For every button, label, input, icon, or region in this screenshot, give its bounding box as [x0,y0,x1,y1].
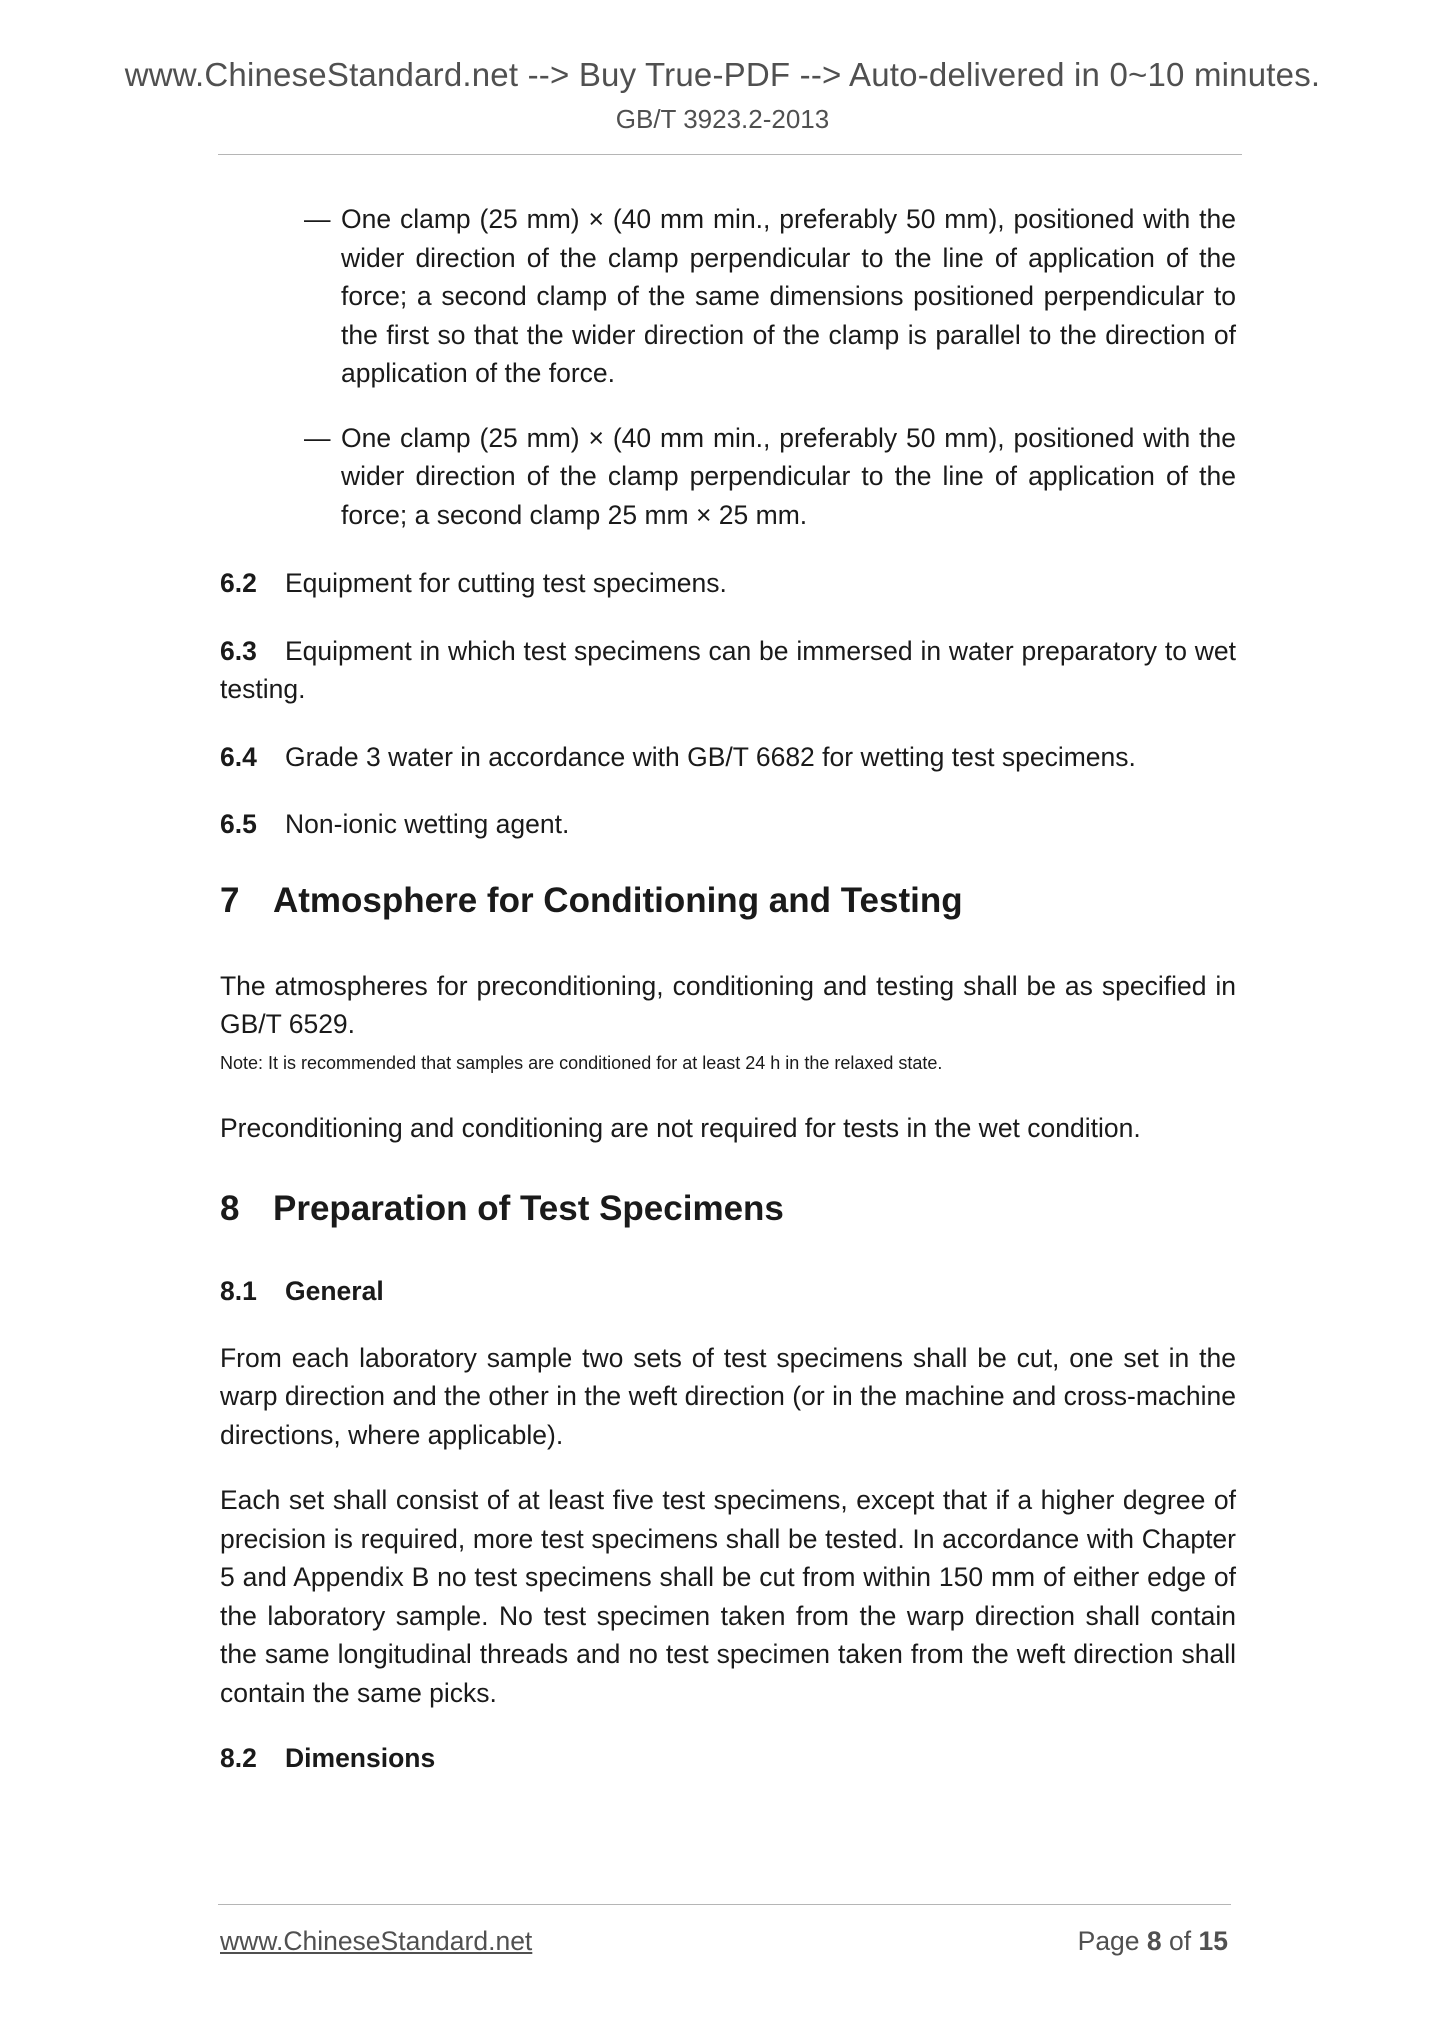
clause-text: Equipment in which test specimens can be immersed in water preparatory to wet testing. [220,635,1236,704]
section-7-note: Note: It is recommended that samples are conditioned for at least 24 h in the relaxed state. [220,1052,943,1073]
section-number: 7 [220,880,240,920]
section-title: Preparation of Test Specimens [273,1189,784,1228]
dash-marker: — [304,422,331,453]
subsection-title: General [285,1276,384,1306]
clamp-option-item [304,200,1236,393]
current-page-number: 8 [1146,1926,1162,1956]
clause-number: 6.5 [220,809,257,839]
page-label: Page [1077,1926,1140,1956]
subsection-number: 8.2 [220,1743,257,1773]
total-pages-number: 15 [1198,1926,1228,1956]
section-7-heading [220,879,1236,923]
clause-number: 6.2 [220,568,257,598]
subsection-8-1-heading [220,1272,1236,1311]
section-8-heading [220,1187,1236,1231]
subsection-title: Dimensions [285,1743,436,1773]
clause-text: Grade 3 water in accordance with GB/T 6682 for wetting test specimens. [285,741,1136,772]
section-title: Atmosphere for Conditioning and Testing [273,880,963,920]
clamp-option-text: One clamp (25 mm) × (40 mm min., preferably 50 mm), positioned with the wider direction of the clamp perpendicular to the line of application of the force; a second clamp of the same dimensions positioned perpendicular to the first so that the wider direction of the clamp is parallel to the direction of application of the force. [341,204,1236,388]
clause-number: 6.3 [220,635,257,666]
subsection-number: 8.1 [220,1276,257,1306]
footer-divider [218,1904,1231,1905]
section-8-1-paragraph-2: Each set shall consist of at least five test specimens, except that if a higher degree of precision is required, more test specimens shall be tested. In accordance with Chapter 5 and Appendix B no test specimens shall be cut from within 150 mm of either edge of the laboratory sample. No test specimen taken from the warp direction shall contain the same longitudinal threads and no test specimen taken from the weft direction shall contain the same picks. [220,1485,1236,1708]
clause-number: 6.4 [220,741,257,772]
document-body [220,200,1236,1778]
subsection-8-2-heading [220,1739,1236,1778]
clamp-option-text: One clamp (25 mm) × (40 mm min., preferably 50 mm), positioned with the wider direction of the clamp perpendicular to the line of application of the force; a second clamp 25 mm × 25 mm. [341,422,1236,530]
clause-6-2 [220,564,1236,603]
clause-6-5 [220,805,1236,844]
header-divider [218,154,1242,155]
clause-6-4 [220,738,1236,777]
clause-text: Non-ionic wetting agent. [285,809,570,839]
page-indicator [1078,1926,1228,1957]
section-7-paragraph-2: Preconditioning and conditioning are not required for tests in the wet condition. [220,1112,1141,1143]
page-of-label: of [1169,1926,1192,1956]
standard-code: GB/T 3923.2-2013 [615,104,830,134]
clamp-option-item [304,419,1236,535]
clause-text: Equipment for cutting test specimens. [285,568,727,598]
section-7-paragraph: The atmospheres for preconditioning, conditioning and testing shall be as specified in GB/T 6529. [220,970,1236,1039]
section-8-1-paragraph: From each laboratory sample two sets of test specimens shall be cut, one set in the warp direction and the other in the weft direction (or in the machine and cross-machine directions, where applicable). [220,1342,1236,1450]
top-banner: www.ChineseStandard.net --> Buy True-PDF --> Auto-delivered in 0~10 minutes. [124,56,1321,93]
dash-marker: — [304,204,331,234]
clause-6-3 [220,632,1236,709]
footer-website-link[interactable]: www.ChineseStandard.net [220,1926,533,1956]
section-number: 8 [220,1189,240,1228]
